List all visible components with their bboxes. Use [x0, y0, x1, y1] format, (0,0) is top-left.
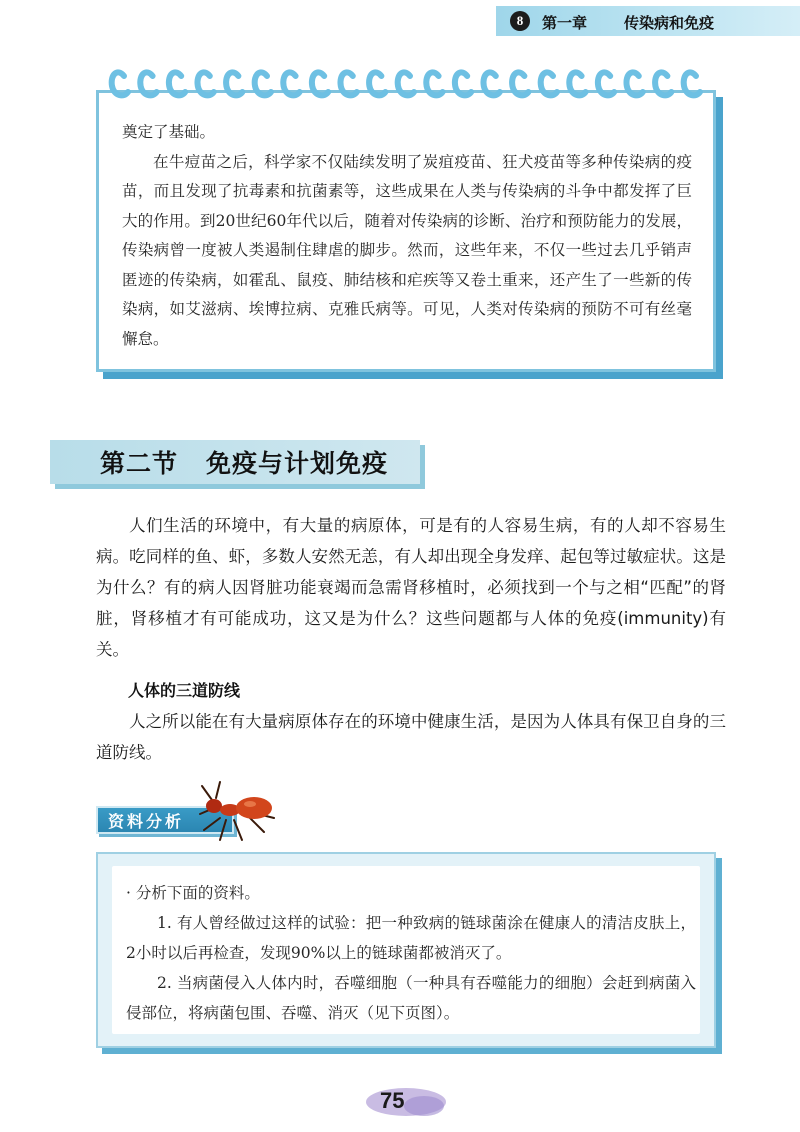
chapter-number-badge: 8	[510, 11, 530, 31]
analysis-lead: · 分析下面的资料。	[126, 884, 260, 902]
spiral-loop	[112, 72, 128, 95]
spiral-loop	[626, 72, 642, 95]
spiral-loop	[340, 72, 356, 95]
page-number: 75	[380, 1088, 405, 1113]
chapter-title: 传染病和免疫	[624, 14, 715, 32]
subsection-heading: 人体的三道防线	[128, 681, 241, 700]
spiral-loop	[598, 72, 614, 95]
section-number: 第二节	[100, 449, 179, 478]
spiral-loop	[197, 72, 213, 95]
spiral-loop	[655, 72, 671, 95]
analysis-item: 2. 当病菌侵入人体内时，吞噬细胞（一种具有吞噬能力的细胞）会赶到病菌入侵部位，将病菌包围、吞噬、消灭（见下页图）。	[126, 974, 696, 1022]
spiral-loop	[455, 72, 471, 95]
spiral-loop	[512, 72, 528, 95]
analysis-text	[126, 878, 696, 1028]
notebook-text	[122, 118, 692, 354]
intro-paragraph: 人们生活的环境中，有大量的病原体，可是有的人容易生病，有的人却不容易生病。吃同样的鱼、虾，多数人安然无恙，有人却出现全身发痒、起包等过敏症状。这是为什么？有的病人因肾脏功能衰竭而急需肾移植时，必须找到一个与之相“匹配”的肾脏，肾移植才有可能成功，这又是为什么？这些问题都与人体的免疫(immunity)有关。	[96, 516, 726, 659]
defense-text	[96, 706, 726, 768]
spiral-loop	[426, 72, 442, 95]
analysis-item: 1. 有人曾经做过这样的试验：把一种致病的链球菌涂在健康人的清洁皮肤上，2小时以后再检查，发现90%以上的链球菌都被消灭了。	[126, 914, 696, 962]
chapter-label: 第一章	[542, 14, 588, 32]
spiral-loop	[483, 72, 499, 95]
intro-text	[96, 510, 726, 665]
spiral-loop	[283, 72, 299, 95]
spiral-loop	[140, 72, 156, 95]
spiral-loop	[569, 72, 585, 95]
spiral-loop	[684, 72, 700, 95]
spiral-loop	[169, 72, 185, 95]
spiral-loop	[541, 72, 557, 95]
chapter-header	[496, 6, 800, 36]
spiral-binding-icon	[104, 62, 714, 106]
resource-analysis-label: 资料分析	[96, 806, 234, 834]
section-title	[100, 444, 388, 480]
spiral-loop	[369, 72, 385, 95]
notebook-paragraph: 奠定了基础。	[122, 123, 216, 141]
spiral-loop	[398, 72, 414, 95]
ant-icon	[190, 778, 290, 848]
section-name: 免疫与计划免疫	[206, 449, 389, 478]
defense-paragraph: 人之所以能在有大量病原体存在的环境中健康生活，是因为人体具有保卫自身的三道防线。	[96, 712, 726, 762]
spiral-loop	[226, 72, 242, 95]
spiral-loop	[312, 72, 328, 95]
spiral-loop	[255, 72, 271, 95]
notebook-paragraph: 在牛痘苗之后，科学家不仅陆续发明了炭疽疫苗、狂犬疫苗等多种传染病的疫苗，而且发现了抗毒素和抗菌素等，这些成果在人类与传染病的斗争中都发挥了巨大的作用。到20世纪60年代以后，随着对传染病的诊断、治疗和预防能力的发展，传染病曾一度被人类遏制住肆虐的脚步。然而，这些年来，不仅一些过去几乎销声匿迹的传染病，如霍乱、鼠疫、肺结核和疟疾等又卷土重来，还产生了一些新的传染病，如艾滋病、埃博拉病、克雅氏病等。可见，人类对传染病的预防不可有丝毫懈怠。	[122, 152, 692, 348]
